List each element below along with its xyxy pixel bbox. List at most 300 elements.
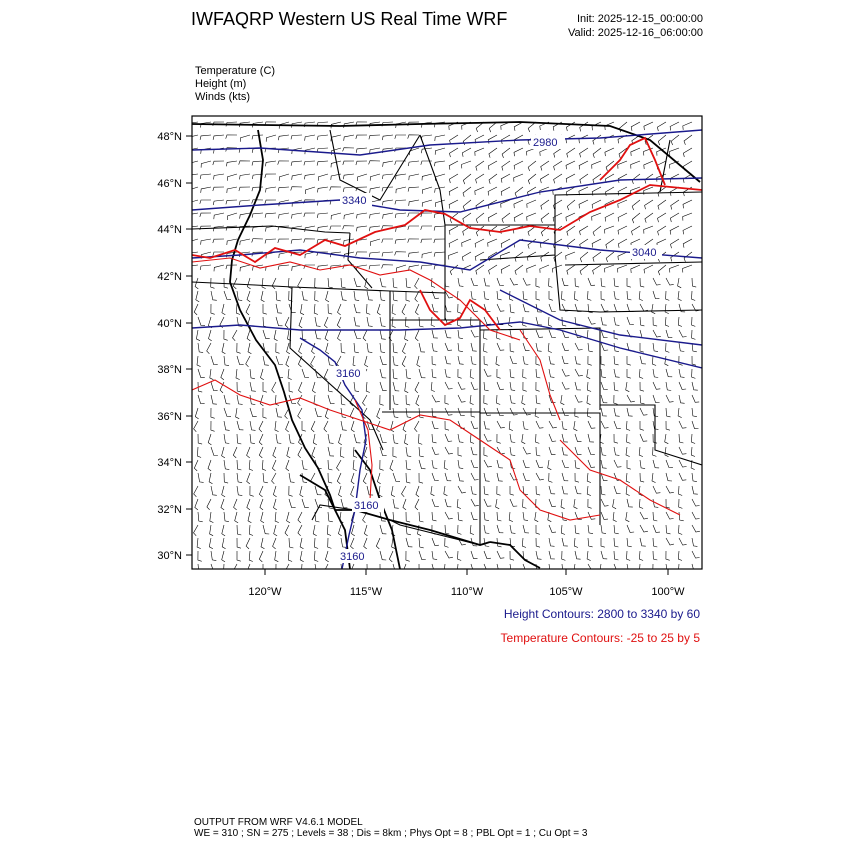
wind-barb: [497, 304, 504, 311]
wind-barb: [653, 343, 658, 352]
wind-barb: [653, 512, 657, 521]
wind-barb: [484, 291, 489, 300]
wind-barb: [475, 187, 484, 195]
wind-barb: [484, 473, 490, 481]
wind-barb: [574, 421, 578, 431]
wind-barb: [458, 395, 466, 402]
wind-barb: [200, 174, 211, 179]
wind-barb: [445, 538, 449, 547]
wind-barb: [227, 187, 237, 193]
wind-barb: [566, 213, 575, 221]
wind-barb: [363, 330, 367, 341]
wind-barb: [353, 356, 357, 367]
wind-barb: [549, 408, 556, 416]
wind-barb: [514, 148, 523, 156]
wind-barb: [510, 369, 514, 378]
wind-barb: [666, 421, 670, 430]
wind-barb: [540, 148, 549, 156]
wind-barb: [562, 551, 566, 560]
wind-barb: [201, 239, 211, 245]
wind-barb: [614, 421, 621, 429]
wind-barb: [458, 473, 464, 481]
wind-barb: [457, 499, 461, 509]
wind-barb: [421, 226, 432, 230]
wind-barb: [561, 499, 565, 509]
wind-barb: [627, 395, 635, 402]
wind-barb: [416, 395, 419, 406]
wind-barb: [391, 421, 394, 432]
wind-barb: [471, 291, 476, 300]
wind-barb: [449, 200, 458, 209]
wind-barb: [653, 330, 661, 337]
wind-barb: [658, 135, 666, 145]
field-height: Height (m): [195, 78, 247, 90]
wind-barb: [382, 239, 393, 243]
wind-barb: [601, 304, 608, 311]
wind-barb: [408, 135, 419, 139]
wind-barb: [640, 525, 648, 532]
wind-barb: [324, 421, 328, 432]
wind-barb: [247, 330, 250, 341]
wind-barb: [304, 174, 315, 179]
wind-barb: [587, 382, 591, 392]
wind-barb: [408, 226, 419, 230]
wind-barb: [639, 447, 643, 457]
wind-barb: [432, 499, 439, 507]
wind-barb: [484, 486, 489, 495]
wind-barb: [406, 538, 412, 547]
wind-barb: [484, 382, 489, 391]
wind-barb: [305, 252, 315, 258]
wind-barb: [523, 291, 528, 300]
wind-barb: [434, 239, 445, 243]
wind-barb: [458, 447, 462, 456]
wind-barb: [692, 538, 697, 546]
wind-barb: [261, 512, 264, 523]
wind-barb: [210, 525, 214, 536]
lat-label-44: 44°N: [157, 224, 182, 236]
wind-barb: [510, 278, 518, 285]
wind-barb: [523, 356, 528, 365]
wind-barb: [434, 161, 445, 166]
wind-barb: [497, 343, 504, 350]
wind-barb: [614, 395, 618, 404]
wind-barb: [614, 564, 621, 571]
wind-barb: [200, 200, 211, 204]
longitude-labels: [248, 586, 685, 598]
height-label-3160-b: 3160: [354, 500, 379, 512]
wind-barb: [601, 512, 608, 519]
wind-barb: [523, 512, 528, 521]
wind-barb: [317, 135, 328, 140]
wind-barb: [501, 265, 510, 274]
wind-barb: [497, 551, 504, 558]
wind-barb: [419, 512, 424, 522]
wind-barb: [679, 434, 683, 443]
wind-barb: [593, 265, 601, 274]
wind-barb: [338, 525, 341, 536]
height-contour-labels: [334, 135, 662, 563]
height-label-2980: 2980: [533, 137, 558, 149]
wind-barb: [488, 239, 497, 247]
wind-barb: [458, 304, 462, 313]
wind-barb: [406, 473, 410, 483]
wind-barb: [484, 395, 488, 404]
lat-label-36: 36°N: [157, 411, 182, 423]
wind-barb: [415, 304, 419, 315]
wind-barb: [248, 343, 251, 354]
wind-barb: [640, 538, 646, 546]
wind-barb: [422, 187, 432, 194]
wind-barb: [627, 499, 633, 507]
wind-barb: [247, 447, 250, 458]
wind-barb: [367, 291, 373, 300]
wind-barb: [237, 473, 242, 483]
wind-barb: [341, 408, 346, 418]
wind-barb: [614, 434, 618, 443]
wind-barb: [445, 304, 451, 312]
wind-barb: [434, 252, 445, 257]
wind-barb: [211, 395, 217, 404]
wind-barb: [536, 525, 540, 534]
wind-barb: [536, 551, 542, 559]
wind-barb: [593, 148, 601, 158]
wind-barb: [540, 174, 549, 183]
wind-barb: [235, 512, 238, 523]
wind-barb: [247, 291, 250, 302]
wind-barb: [289, 499, 296, 508]
lon-label-120: 120°W: [248, 586, 282, 598]
wind-barb: [692, 408, 697, 417]
wind-barb: [588, 291, 592, 300]
wind-barb: [484, 499, 491, 506]
wind-barb: [484, 447, 488, 456]
wind-barb: [588, 434, 594, 442]
wind-barb: [432, 538, 439, 546]
wind-barb: [665, 304, 669, 314]
wind-barb: [252, 239, 263, 243]
wind-barb: [462, 252, 471, 261]
wind-barb: [561, 395, 565, 405]
wind-barb: [553, 265, 562, 273]
wind-barb: [488, 213, 497, 222]
wind-barb: [248, 512, 251, 523]
wind-barb: [415, 330, 419, 341]
wind-barb: [640, 304, 648, 311]
wind-barb: [211, 356, 218, 365]
wind-barb: [221, 369, 224, 380]
wind-barb: [522, 434, 526, 444]
wind-barb: [406, 369, 411, 379]
wind-barb: [252, 161, 263, 166]
wind-barb: [549, 330, 556, 338]
wind-barb: [289, 538, 293, 548]
wind-barb: [449, 239, 458, 247]
wind-barb: [301, 304, 305, 315]
wind-barb: [463, 187, 471, 197]
wind-barb: [575, 473, 579, 482]
wind-barb: [614, 291, 619, 300]
wind-barb: [419, 473, 423, 483]
wind-barb: [356, 226, 367, 231]
wind-barb: [382, 265, 393, 269]
height-label-3160-c: 3160: [340, 551, 365, 563]
wind-barb: [475, 148, 484, 156]
wind-barb: [626, 512, 630, 522]
wind-barb: [406, 512, 410, 522]
wind-barb: [489, 265, 497, 274]
wind-barb: [523, 369, 527, 378]
axis-ticks: [186, 136, 668, 575]
wind-barb: [415, 421, 420, 432]
wind-barb: [679, 460, 687, 467]
field-temperature: Temperature (C): [195, 65, 276, 77]
wind-barb: [692, 395, 699, 402]
wind-barb: [393, 499, 399, 508]
wind-barb: [627, 304, 634, 312]
wind-barb: [237, 421, 243, 430]
wind-barb: [678, 551, 682, 561]
wind-barb: [566, 174, 575, 183]
wind-barb: [198, 395, 205, 404]
wind-barb: [408, 252, 419, 257]
wind-barb: [671, 239, 680, 248]
wind-barb: [588, 317, 596, 324]
wind-barb: [286, 421, 289, 432]
wind-barb: [601, 356, 605, 365]
wind-barb: [445, 512, 453, 519]
wind-barb: [393, 382, 399, 391]
wind-barb: [396, 187, 406, 193]
model-info-line1: OUTPUT FROM WRF V4.6.1 MODEL: [194, 817, 363, 828]
wind-barb: [588, 538, 593, 547]
wind-barb: [549, 525, 556, 532]
wind-barb: [549, 564, 554, 573]
wind-barb: [395, 161, 406, 165]
wind-barb: [462, 161, 471, 168]
wind-barb: [250, 486, 254, 496]
wind-barb: [613, 499, 617, 509]
wind-barb: [471, 499, 479, 506]
wind-barb: [692, 421, 699, 429]
wind-barb: [314, 538, 318, 549]
field-winds: Winds (kts): [195, 91, 250, 103]
wind-barb: [463, 213, 471, 223]
wind-barb: [471, 408, 475, 417]
wind-barb: [527, 265, 536, 273]
wind-barb: [209, 538, 213, 549]
wind-barb: [354, 278, 361, 287]
wind-barb: [601, 538, 605, 547]
wind-barb: [363, 473, 367, 484]
wind-barb: [484, 434, 491, 441]
model-info-line2: WE = 310 ; SN = 275 ; Levels = 38 ; Dis = 8km ; Phys Opt = 8 ; PBL Opt = 1 ; Cu Opt = 3: [194, 828, 588, 839]
wind-barb: [488, 135, 497, 144]
wind-barb: [484, 460, 492, 467]
wind-barb: [292, 174, 302, 180]
wind-barb: [382, 252, 393, 257]
wind-barb: [497, 291, 502, 300]
wind-barb: [653, 369, 658, 378]
wind-barb: [207, 499, 211, 510]
wind-barb: [417, 356, 420, 367]
wind-barb: [445, 278, 449, 287]
wind-barb: [421, 135, 432, 140]
wind-barb: [419, 447, 424, 457]
wind-barb: [279, 252, 289, 258]
wind-barb: [343, 148, 354, 152]
wind-barb: [575, 369, 583, 376]
wind-barb: [679, 382, 686, 389]
wind-barb: [606, 252, 614, 262]
wind-barb: [286, 460, 289, 471]
wind-barb: [299, 382, 303, 393]
wind-barb: [658, 226, 666, 235]
wind-barb: [200, 135, 211, 140]
wind-barb: [393, 408, 398, 418]
wind-barb: [510, 395, 515, 403]
wind-barb: [510, 551, 514, 560]
wind-barb: [458, 460, 463, 469]
wind-barb: [273, 538, 276, 549]
wind-barb: [614, 551, 618, 560]
wind-barb: [601, 408, 607, 416]
wind-barb: [419, 317, 424, 327]
wind-barb: [343, 161, 354, 165]
wind-barb: [416, 486, 419, 497]
wind-barb: [377, 408, 380, 419]
wind-barb: [445, 369, 451, 377]
wind-barb: [291, 161, 302, 166]
wind-barb: [593, 135, 601, 145]
wind-barb: [259, 434, 263, 445]
wind-barb: [265, 239, 276, 243]
wind-barb: [339, 486, 342, 497]
wind-barb: [211, 421, 215, 431]
wind-barb: [222, 447, 225, 458]
wind-barb: [653, 551, 657, 560]
wind-barb: [289, 434, 294, 444]
wind-barb: [601, 447, 606, 456]
wind-barb: [575, 395, 582, 402]
wind-barb: [422, 174, 432, 180]
wind-barb: [678, 278, 682, 288]
wind-barb: [315, 499, 322, 508]
wind-barb: [249, 525, 253, 536]
wind-barb: [509, 421, 513, 431]
wind-barb: [580, 265, 588, 275]
wind-barb: [627, 278, 631, 287]
wind-barb: [644, 226, 653, 234]
wind-barb: [627, 369, 631, 378]
wind-barb: [449, 226, 458, 235]
wind-barb: [632, 226, 641, 235]
wind-barb: [614, 369, 620, 377]
wind-barb: [489, 122, 497, 132]
wind-barb: [337, 473, 341, 484]
wind-barb: [419, 551, 426, 560]
wind-barb: [601, 278, 605, 287]
wind-barb: [593, 226, 601, 236]
wind-barb: [445, 525, 449, 534]
wind-barb: [627, 408, 633, 416]
wind-barb: [605, 148, 614, 156]
wind-barb: [227, 239, 237, 245]
wind-barb: [587, 395, 591, 405]
wind-barb: [627, 460, 631, 469]
wind-barb: [444, 460, 448, 470]
wind-barb: [233, 330, 238, 341]
wind-barb: [593, 174, 601, 184]
wind-barb: [614, 447, 619, 455]
wind-barb: [195, 499, 198, 510]
wind-barb: [356, 161, 367, 165]
wind-barb: [409, 174, 419, 180]
wind-barb: [562, 447, 568, 455]
wind-barb: [626, 421, 630, 431]
wind-barb: [631, 148, 640, 156]
wind-barb: [240, 265, 250, 271]
wind-barb: [549, 447, 556, 455]
wind-barb: [366, 382, 370, 393]
wind-barb: [535, 512, 539, 522]
wind-barb: [197, 356, 201, 367]
wind-barb: [236, 408, 240, 419]
wind-barb: [645, 213, 653, 223]
height-label-3160-a: 3160: [336, 368, 361, 380]
wind-barb: [278, 135, 289, 140]
wind-barb: [265, 161, 276, 166]
wind-barb: [211, 564, 218, 573]
plot-title: IWFAQRP Western US Real Time WRF: [191, 9, 508, 29]
wind-barb: [265, 213, 276, 218]
wind-barb: [484, 421, 490, 429]
wind-barb: [261, 538, 265, 549]
wind-barb: [432, 304, 438, 312]
wind-barb: [380, 382, 387, 391]
wind-barb: [402, 486, 407, 497]
wind-barb: [627, 434, 631, 443]
wind-barb: [567, 226, 575, 236]
wind-barb: [208, 434, 211, 445]
wind-barb: [367, 317, 373, 326]
wind-barb: [263, 356, 269, 365]
wind-barb: [273, 447, 276, 458]
wind-barb: [326, 291, 329, 302]
wind-barb: [289, 382, 293, 392]
wind-barb: [614, 538, 618, 547]
wind-barb: [670, 213, 679, 222]
lat-label-34: 34°N: [157, 457, 182, 469]
wind-barb: [194, 421, 198, 432]
wind-barb: [458, 434, 463, 442]
wind-barb: [304, 239, 315, 243]
wind-barb: [285, 317, 289, 328]
wind-barb: [445, 356, 451, 364]
wind-barb: [246, 304, 250, 315]
wind-barb: [250, 382, 256, 391]
wind-barb: [523, 408, 531, 415]
wind-barb: [562, 382, 569, 389]
wind-barb: [226, 200, 237, 204]
lon-label-100: 100°W: [651, 586, 685, 598]
wind-barb: [445, 473, 451, 481]
wind-barb: [536, 278, 540, 287]
wind-barb: [289, 304, 296, 313]
wind-barb: [408, 161, 419, 166]
wind-barb: [302, 499, 309, 508]
wind-barb: [395, 239, 406, 244]
